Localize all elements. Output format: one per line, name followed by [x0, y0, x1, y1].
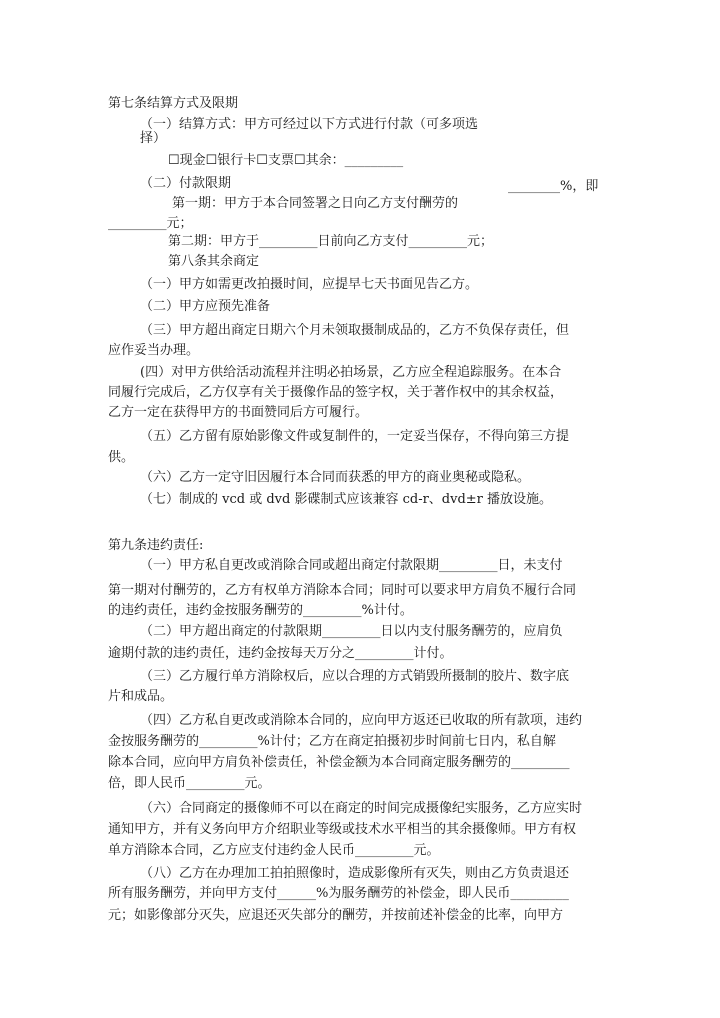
art8-item4-line3: 乙方一定在获得甲方的书面赞同后方可履行。 [108, 405, 369, 420]
art8-item3-line1: （三）甲方超出商定日期六个月未领取摄制成品的，乙方不负保存责任，但 [140, 323, 570, 338]
art7-phase2: 第二期：甲方于_________日前向乙方支付_________元； [168, 234, 494, 249]
art8-item2: （二）甲方应预先准备 [140, 299, 271, 314]
art9-item2-line1: （二）甲方超出商定的付款限期_________日以内支付服务酬劳的，应肩负 [140, 624, 563, 639]
article-7-title: 第七条结算方式及限期 [108, 96, 239, 111]
art9-item3-line1: （三）乙方履行单方消除权后，应以合理的方式销毁所摄制的胶片、数字底 [140, 669, 570, 684]
art9-item6-line1: （六）合同商定的摄像师不可以在商定的时间完成摄像纪实服务，乙方应实时 [140, 801, 583, 816]
art9-item4-line3: 除本合同，应向甲方肩负补偿责任，补偿金额为本合同商定服务酬劳的_________ [108, 755, 570, 770]
art7-phase1-line1: 第一期：甲方于本合同签署之日向乙方支付酬劳的 [172, 196, 459, 211]
art7-phase1-line2: _________元； [108, 216, 193, 231]
article-8-title: 第八条其余商定 [168, 254, 260, 269]
art9-item8-line1: （八）乙方在办理加工拍拍照像时，造成影像所有灭失，则由乙方负责退还 [140, 866, 570, 881]
art9-item1-line1: （一）甲方私自更改或消除合同或超出商定付款限期_________日，未支付 [140, 558, 563, 573]
art7-item2: （二）付款限期 [140, 176, 232, 191]
art9-item4-line1: （四）乙方私自更改或消除本合同的，应向甲方返还已收取的所有款项，违约 [140, 713, 583, 728]
art8-item5-line2: 供。 [108, 450, 135, 465]
art9-item8-line3: 元；如影像部分灭失，应退还灭失部分的酬劳，并按前述补偿金的比率，向甲方 [108, 908, 564, 923]
art9-item2-line2: 逾期付款的违约责任，违约金按每天万分之_________计付。 [108, 646, 453, 661]
article-9-title: 第九条违约责任: [108, 538, 204, 553]
art8-item6: （六）乙方一定守旧因履行本合同而获悉的甲方的商业奥秘或隐私。 [140, 470, 531, 485]
art8-item7: （七）制成的 vcd 或 dvd 影碟制式应该兼容 cd-r、dvd±r 播放设施。 [140, 492, 553, 507]
art7-item1-line2: 择） [140, 131, 167, 146]
art8-item3-line2: 应作妥当办理。 [108, 343, 200, 358]
art8-item1: （一）甲方如需更改拍摄时间，应提早七天书面见告乙方。 [140, 277, 479, 292]
payment-options-checkboxes: ☐现金☐银行卡☐支票☐其余：_________ [168, 153, 404, 168]
art9-item1-line2: 第一期对付酬劳的，乙方有权单方消除本合同；同时可以要求甲方肩负不履行合同 [108, 583, 577, 598]
art9-item6-line2: 通知甲方，并有义务向甲方介绍职业等级或技术水平相当的其余摄像师。甲方有权 [108, 822, 577, 837]
art9-item4-line2: 金按服务酬劳的_________%计付；乙方在商定拍摄初步时间前七日内，私自解 [108, 734, 556, 749]
art9-item6-line3: 单方消除本合同，乙方应支付违约金人民币_________元。 [108, 843, 440, 858]
art7-item1-line1: （一）结算方式：甲方可经过以下方式进行付款（可多项选 [140, 117, 479, 132]
art8-item4-line2: 同履行完成后，乙方仅享有关于摄像作品的签字权，关于著作权中的其余权益， [108, 385, 564, 400]
art8-item4-line1: (四）对甲方供给活动流程并注明必拍场景，乙方应全程追踪服务。在本合 [140, 365, 562, 380]
art8-item5-line1: （五）乙方留有原始影像文件或复制件的，一定妥当保存，不得向第三方提 [140, 429, 570, 444]
art7-item2-right: ________%，即 [508, 179, 599, 194]
art9-item4-line4: 倍，即人民币_________元。 [108, 776, 271, 791]
art9-item3-line2: 片和成品。 [108, 689, 174, 704]
art9-item1-line3: 的违约责任，违约金按服务酬劳的_________%计付。 [108, 603, 413, 618]
art9-item8-line2: 所有服务酬劳，并向甲方支付______%为服务酬劳的补偿金，即人民币_________ [108, 886, 569, 901]
